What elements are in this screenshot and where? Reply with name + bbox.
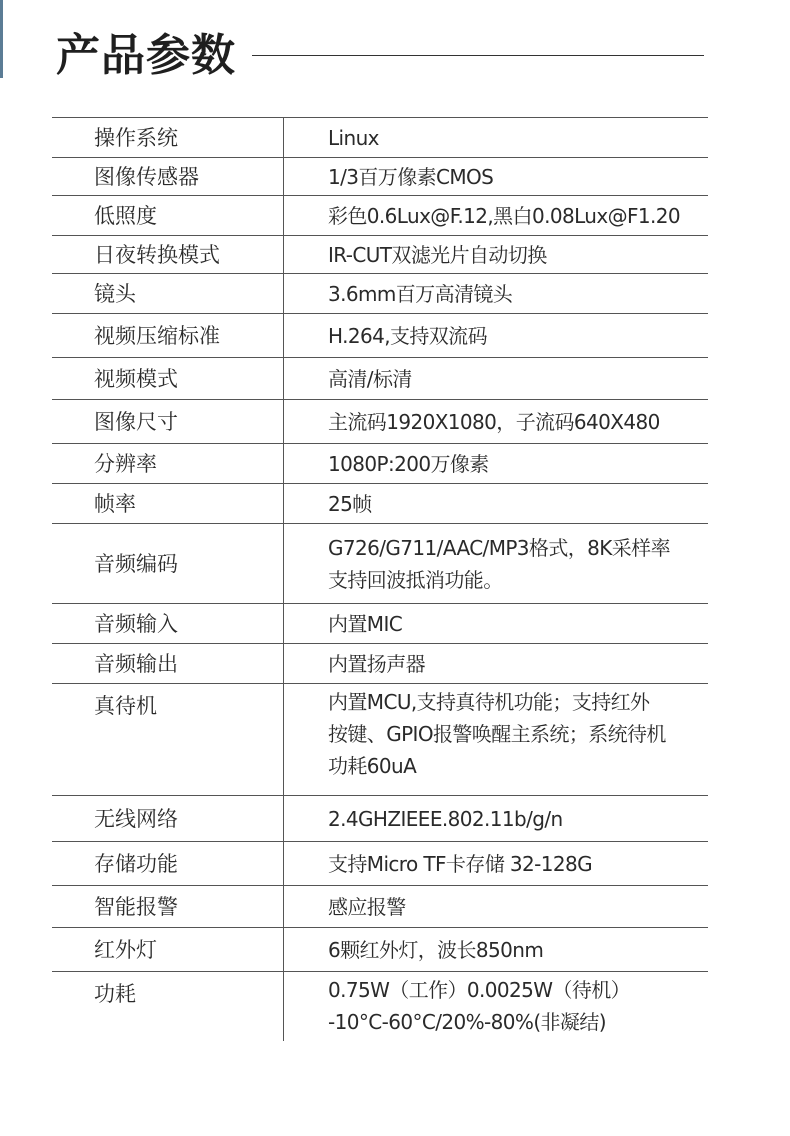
spec-value — [284, 444, 708, 483]
spec-label: 图像尺寸 — [52, 400, 284, 443]
spec-value-line: IR-CUT双滤光片自动切换 — [328, 242, 547, 267]
spec-value — [284, 842, 708, 885]
spec-value-line: 3.6mm百万高清镜头 — [328, 281, 513, 306]
spec-label: 镜头 — [52, 274, 284, 313]
spec-label: 功耗 — [52, 972, 284, 1041]
spec-value — [284, 972, 708, 1041]
spec-value-line: H.264,支持双流码 — [328, 323, 487, 348]
spec-row — [52, 117, 708, 157]
spec-value — [284, 886, 708, 927]
spec-value-line: 支持回波抵消功能。 — [328, 567, 503, 592]
spec-row — [52, 841, 708, 885]
spec-value — [284, 524, 708, 603]
spec-value — [284, 484, 708, 523]
spec-label: 红外灯 — [52, 928, 284, 971]
spec-label: 视频压缩标准 — [52, 314, 284, 357]
spec-row — [52, 273, 708, 313]
spec-row — [52, 971, 708, 1041]
spec-value — [284, 796, 708, 841]
spec-row — [52, 195, 708, 235]
spec-label: 智能报警 — [52, 886, 284, 927]
spec-value-line: 感应报警 — [328, 894, 406, 919]
spec-value-line: 1/3百万像素CMOS — [328, 164, 494, 189]
spec-value — [284, 158, 708, 195]
spec-value-line: 主流码1920X1080，子流码640X480 — [328, 409, 660, 434]
spec-value — [284, 274, 708, 313]
spec-label: 分辨率 — [52, 444, 284, 483]
spec-row — [52, 683, 708, 795]
spec-row — [52, 157, 708, 195]
spec-label: 视频模式 — [52, 358, 284, 399]
spec-row — [52, 927, 708, 971]
spec-label: 低照度 — [52, 196, 284, 235]
spec-label: 音频编码 — [52, 524, 284, 603]
spec-label: 音频输入 — [52, 604, 284, 643]
spec-label: 存储功能 — [52, 842, 284, 885]
spec-label: 真待机 — [52, 684, 284, 795]
spec-label: 日夜转换模式 — [52, 236, 284, 273]
page-title: 产品参数 — [56, 30, 236, 81]
spec-label: 音频输出 — [52, 644, 284, 683]
spec-value-line: Linux — [328, 125, 379, 150]
spec-value — [284, 236, 708, 273]
spec-row — [52, 399, 708, 443]
spec-value-line: 支持Micro TF卡存储 32-128G — [328, 851, 593, 876]
spec-value-line: 内置MCU,支持真待机功能；支持红外 — [328, 690, 650, 714]
spec-value-line: G726/G711/AAC/MP3格式，8K采样率 — [328, 535, 670, 560]
spec-label: 帧率 — [52, 484, 284, 523]
spec-value-line: 内置MIC — [328, 611, 403, 636]
spec-value — [284, 928, 708, 971]
spec-value — [284, 314, 708, 357]
spec-value — [284, 684, 708, 795]
spec-label: 无线网络 — [52, 796, 284, 841]
spec-row — [52, 795, 708, 841]
spec-value-line: 1080P:200万像素 — [328, 451, 489, 476]
spec-value-line: 按键、GPIO报警唤醒主系统；系统待机 — [328, 722, 666, 746]
spec-value-line: 6颗红外灯，波长850nm — [328, 937, 544, 962]
spec-row — [52, 357, 708, 399]
spec-row — [52, 483, 708, 523]
spec-value-line: 2.4GHZIEEE.802.11b/g/n — [328, 806, 563, 831]
spec-value-line: 功耗60uA — [328, 754, 417, 778]
spec-value — [284, 604, 708, 643]
spec-row — [52, 603, 708, 643]
title-divider — [252, 55, 704, 56]
spec-row — [52, 643, 708, 683]
spec-row — [52, 885, 708, 927]
spec-row — [52, 443, 708, 483]
spec-value-line: 彩色0.6Lux@F.12,黑白0.08Lux@F1.20 — [328, 203, 681, 228]
spec-value — [284, 118, 708, 157]
spec-value — [284, 400, 708, 443]
spec-value-line: 0.75W（工作）0.0025W（待机） — [328, 978, 631, 1002]
spec-value-line: 高清/标清 — [328, 366, 412, 391]
spec-value-line: 内置扬声器 — [328, 651, 425, 676]
page-edge-accent — [0, 0, 3, 78]
spec-value — [284, 196, 708, 235]
spec-value — [284, 644, 708, 683]
spec-table — [52, 117, 708, 1041]
spec-label: 操作系统 — [52, 118, 284, 157]
spec-row — [52, 523, 708, 603]
spec-label: 图像传感器 — [52, 158, 284, 195]
spec-value-line: 25帧 — [328, 491, 372, 516]
spec-row — [52, 313, 708, 357]
spec-value-line: -10°C-60°C/20%-80%(非凝结) — [328, 1010, 606, 1034]
spec-value — [284, 358, 708, 399]
spec-row — [52, 235, 708, 273]
